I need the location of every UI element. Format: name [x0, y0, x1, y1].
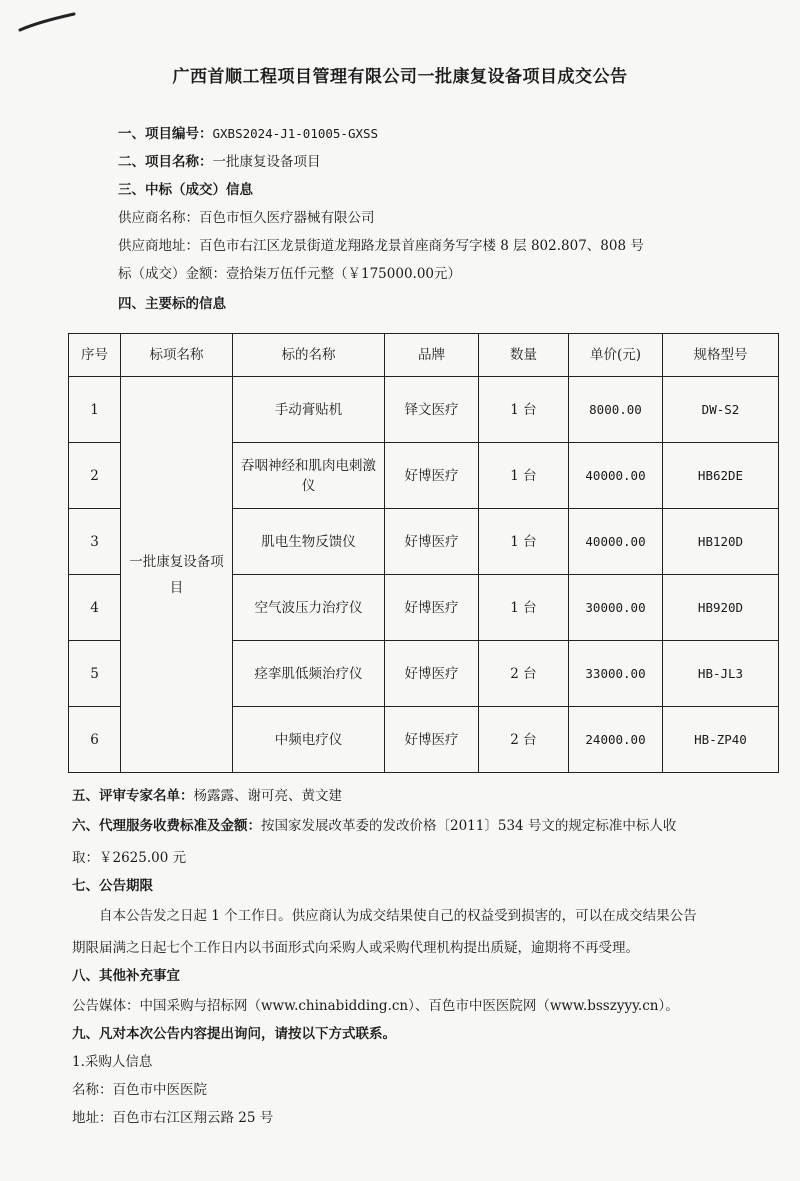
header-no: 序号: [69, 334, 121, 377]
items-table: [68, 333, 779, 773]
row-brand: 好博医疗: [385, 575, 479, 641]
row-no: 3: [69, 509, 121, 575]
row-no: 6: [69, 707, 121, 773]
row-model: HB120D: [663, 509, 779, 575]
section-items-heading: 四、主要标的信息: [118, 296, 226, 312]
header-qty: 数量: [479, 334, 569, 377]
section-notice-period-heading: 七、公告期限: [72, 878, 153, 894]
row-qty: 1 台: [479, 443, 569, 509]
row-qty: 1 台: [479, 575, 569, 641]
experts-list: 杨露露、谢可亮、黄文建: [193, 788, 342, 804]
row-qty: 2 台: [479, 707, 569, 773]
row-item: 空气波压力治疗仪: [233, 575, 385, 641]
project-number: GXBS2024-J1-01005-GXSS: [212, 126, 379, 141]
pen-stroke-mark: [18, 8, 78, 38]
header-price: 单价(元): [569, 334, 663, 377]
purchaser-address-line: 地址：百色市右江区翔云路 25 号: [72, 1110, 274, 1126]
purchaser-heading: 1.采购人信息: [72, 1054, 153, 1070]
row-model: HB-JL3: [663, 641, 779, 707]
row-brand: 好博医疗: [385, 443, 479, 509]
row-qty: 1 台: [479, 377, 569, 443]
row-no: 1: [69, 377, 121, 443]
header-lot: 标项名称: [121, 334, 233, 377]
project-name-line: 二、项目名称：一批康复设备项目: [118, 154, 321, 170]
section-contact-heading: 九、凡对本次公告内容提出询问，请按以下方式联系。: [72, 1026, 396, 1042]
row-price: 30000.00: [569, 575, 663, 641]
header-model: 规格型号: [663, 334, 779, 377]
row-price: 8000.00: [569, 377, 663, 443]
purchaser-name: 百色市中医医院: [112, 1082, 207, 1098]
purchaser-name-line: 名称：百色市中医医院: [72, 1082, 207, 1098]
row-price: 24000.00: [569, 707, 663, 773]
page-title: 广西首顺工程项目管理有限公司一批康复设备项目成交公告: [172, 67, 628, 87]
row-item: 吞咽神经和肌肉电刺激仪: [233, 443, 385, 509]
row-brand: 好博医疗: [385, 707, 479, 773]
row-item: 中频电疗仪: [233, 707, 385, 773]
table-header-row: [69, 334, 779, 377]
notice-period-paragraph: 自本公告发之日起 1 个工作日。供应商认为成交结果使自己的权益受到损害的，可以在成交结果公告 期限届满之日起七个工作日内以书面形式向采购人或采购代理机构提出质疑，逾期将不再受理。: [72, 908, 697, 956]
publication-media-line: 公告媒体：中国采购与招标网（www.chinabidding.cn）、百色市中医医院网（www.bsszyyy.cn）。: [72, 998, 679, 1014]
project-number-line: 一、项目编号：GXBS2024-J1-01005-GXSS: [118, 126, 379, 142]
row-model: DW-S2: [663, 377, 779, 443]
service-fee-paragraph: 六、代理服务收费标准及金额：按国家发展改革委的发改价格〔2011〕534 号文的规定标准中标人收 取：￥2625.00 元: [72, 810, 752, 874]
row-no: 4: [69, 575, 121, 641]
row-item: 痉挛肌低频治疗仪: [233, 641, 385, 707]
row-no: 2: [69, 443, 121, 509]
experts-line: 五、评审专家名单：杨露露、谢可亮、黄文建: [72, 788, 342, 804]
project-name: 一批康复设备项目: [212, 154, 321, 170]
section-award-heading: 三、中标（成交）信息: [118, 182, 253, 198]
row-model: HB-ZP40: [663, 707, 779, 773]
row-brand: 铎文医疗: [385, 377, 479, 443]
row-brand: 好博医疗: [385, 641, 479, 707]
award-amount-line: 标（成交）金额：壹拾柒万伍仟元整（￥175000.00元）: [118, 266, 462, 282]
row-item: 手动膏贴机: [233, 377, 385, 443]
row-price: 40000.00: [569, 443, 663, 509]
award-amount: 壹拾柒万伍仟元整（￥175000.00元）: [226, 266, 462, 282]
row-qty: 1 台: [479, 509, 569, 575]
row-qty: 2 台: [479, 641, 569, 707]
row-model: HB920D: [663, 575, 779, 641]
row-item: 肌电生物反馈仪: [233, 509, 385, 575]
supplier-address-line: 供应商地址：百色市右江区龙景街道龙翔路龙景首座商务写字楼 8 层 802.807、808 号: [118, 238, 644, 254]
section-supplementary-heading: 八、其他补充事宜: [72, 968, 180, 984]
lot-name: 一批康复设备项目: [121, 377, 233, 773]
header-item: 标的名称: [233, 334, 385, 377]
row-no: 5: [69, 641, 121, 707]
supplier-name-line: 供应商名称：百色市恒久医疗器械有限公司: [118, 210, 375, 226]
purchaser-address: 百色市右江区翔云路 25 号: [112, 1110, 274, 1126]
table-row: [69, 377, 779, 443]
row-model: HB62DE: [663, 443, 779, 509]
row-price: 33000.00: [569, 641, 663, 707]
supplier-name: 百色市恒久医疗器械有限公司: [199, 210, 375, 226]
row-brand: 好博医疗: [385, 509, 479, 575]
header-brand: 品牌: [385, 334, 479, 377]
supplier-address: 百色市右江区龙景街道龙翔路龙景首座商务写字楼 8 层 802.807、808 号: [199, 238, 644, 254]
service-fee-amount: 取：￥2625.00 元: [72, 850, 187, 866]
row-price: 40000.00: [569, 509, 663, 575]
